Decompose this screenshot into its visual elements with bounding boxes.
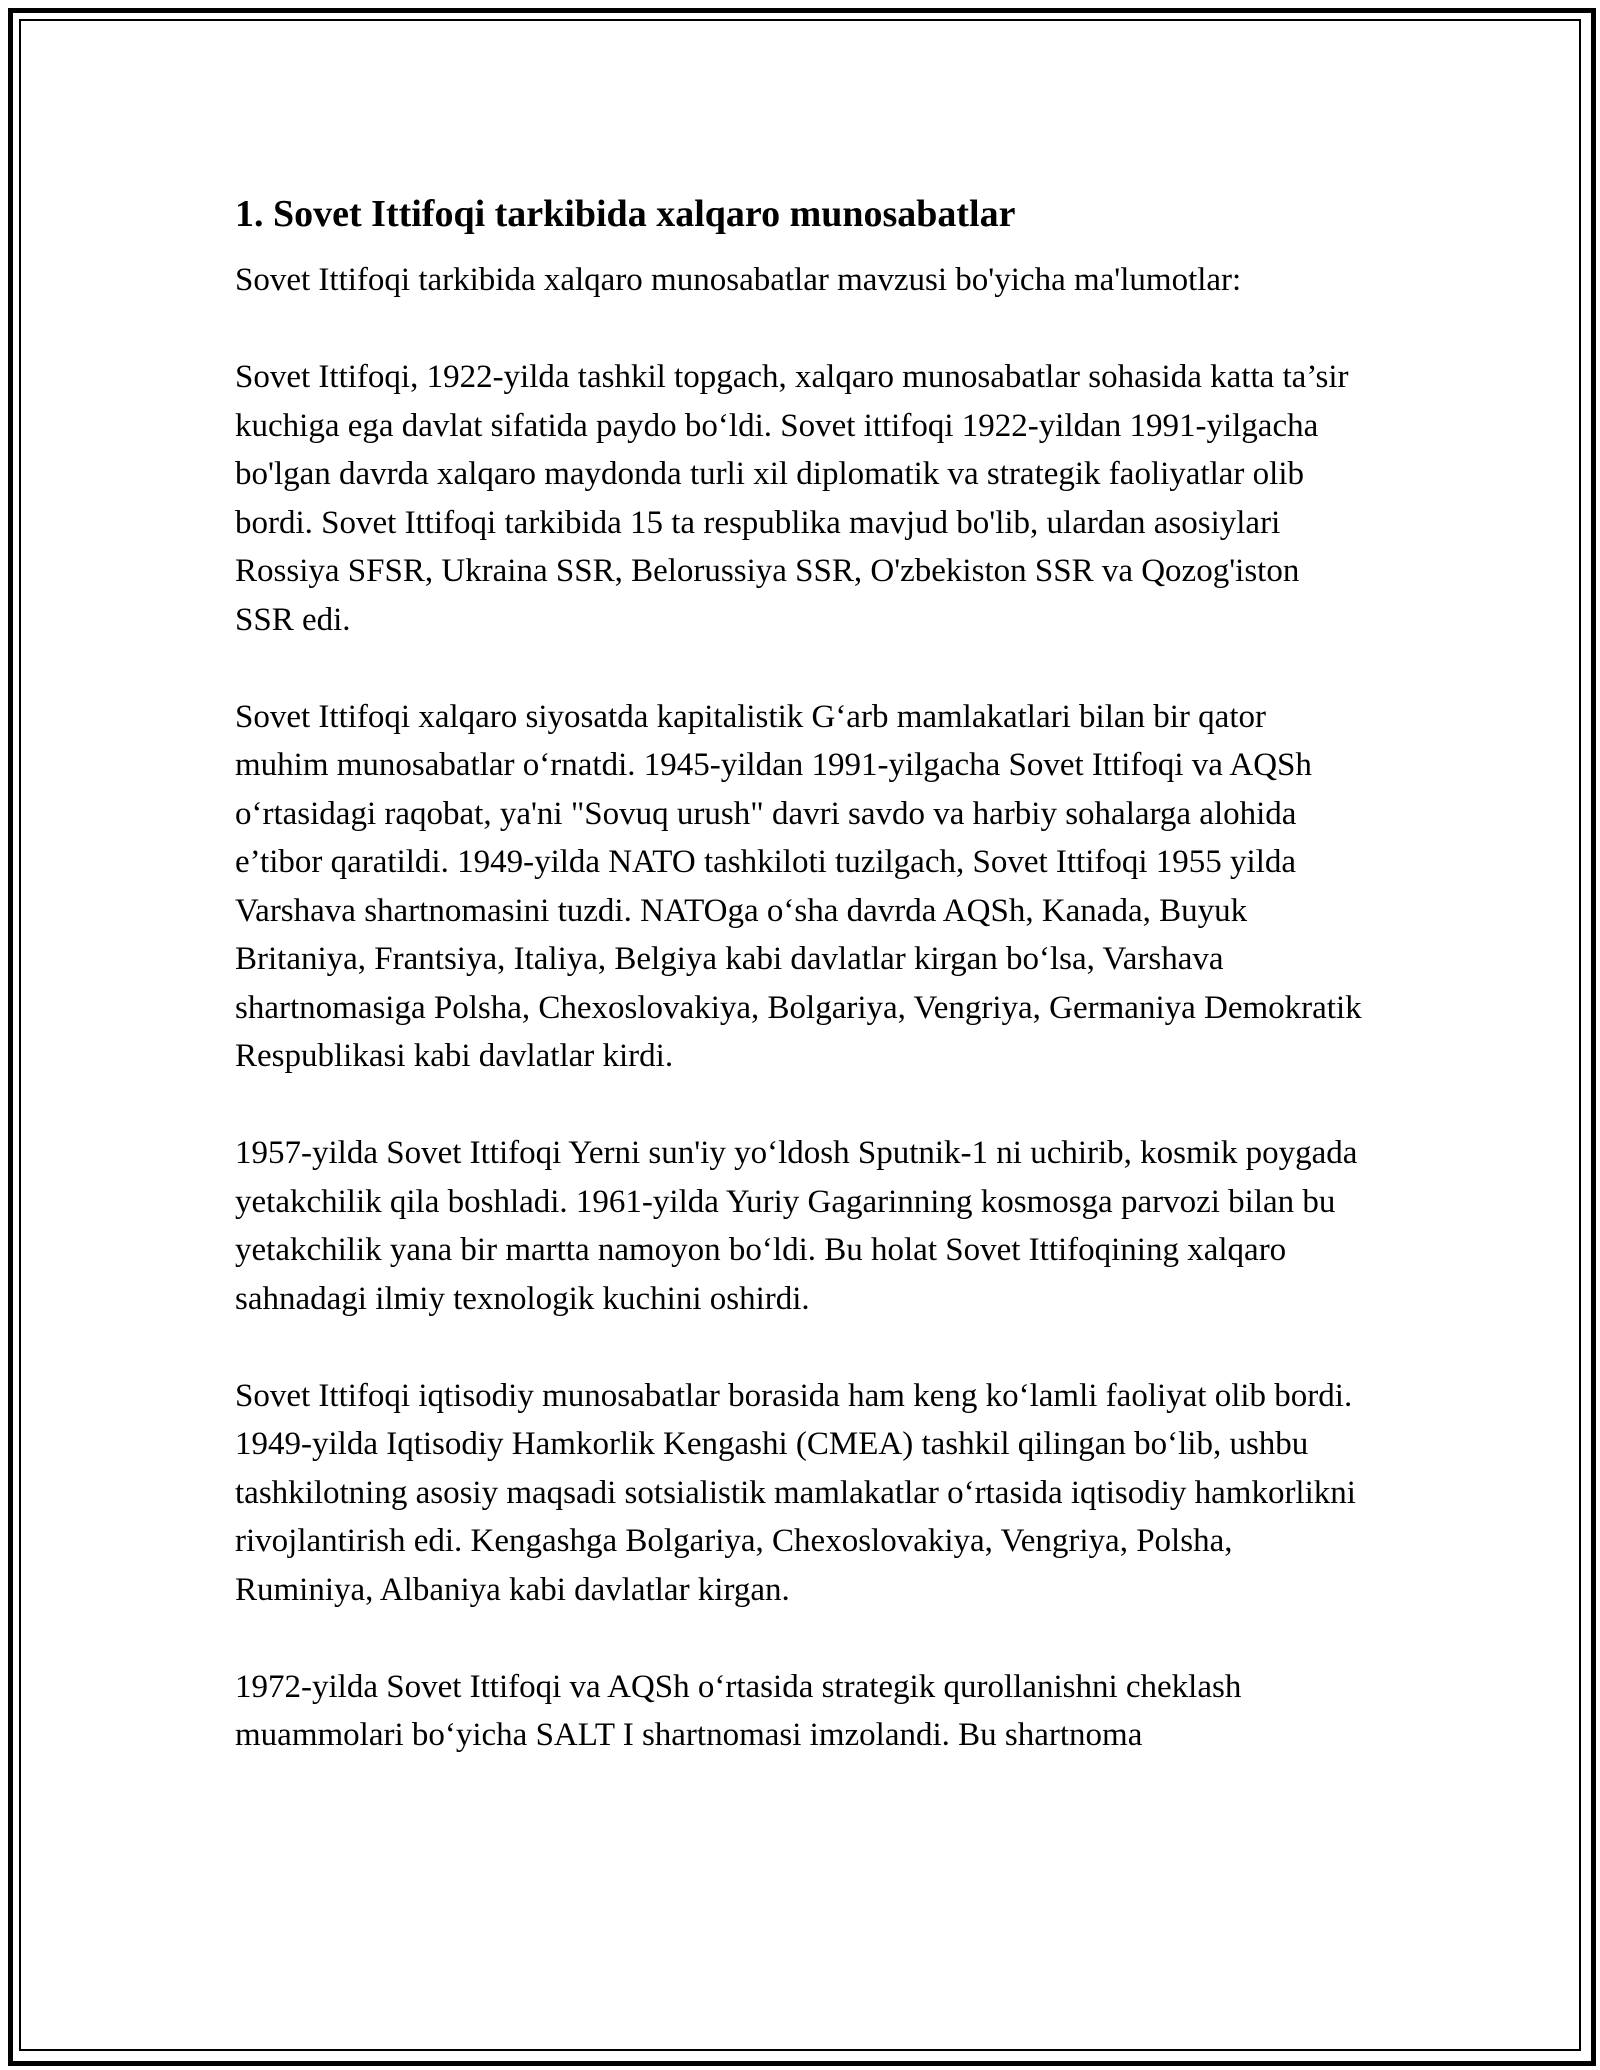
paragraph-salt: 1972-yilda Sovet Ittifoqi va AQSh o‘rtasida strategik qurollanishni cheklash muammolari bo‘yicha SALT I shartnomasi imzolandi. Bu shartnoma bbox=[235, 1668, 1242, 1753]
paragraph-intro: Sovet Ittifoqi tarkibida xalqaro munosabatlar mavzusi bo'yicha ma'lumotlar: bbox=[235, 262, 1242, 298]
section-heading: 1. Sovet Ittifoqi tarkibida xalqaro munosabatlar bbox=[235, 193, 1016, 235]
paragraph-cold-war: Sovet Ittifoqi xalqaro siyosatda kapitalistik G‘arb mamlakatlari bilan bir qator muhim munosabatlar o‘rnatdi. 1945-yildan 1991-yilgacha Sovet Ittifoqi va AQSh o‘rtasidagi raqobat, ya'ni "Sovuq urush" davri savdo va harbiy sohalarga alohida e’tibor qaratildi. 1949-yilda NATO tashkiloti tuzilgach, Sovet Ittifoqi 1955 yilda Varshava shartnomasini tuzdi. NATOga o‘sha davrda AQSh, Kanada, Buyuk Britaniya, Frantsiya, Italiya, Belgiya kabi davlatlar kirgan bo‘lsa, Varshava shartnomasiga Polsha, Chexoslovakiya, Bolgariya, Vengriya, Germaniya Demokratik Respublikasi kabi davlatlar kirdi. bbox=[235, 698, 1362, 1074]
paragraph-founding: Sovet Ittifoqi, 1922-yilda tashkil topgach, xalqaro munosabatlar sohasida katta ta’sir kuchiga ega davlat sifatida paydo bo‘ldi. Sovet ittifoqi 1922-yildan 1991-yilgacha bo'lgan davrda xalqaro maydonda turli xil diplomatik va strategik faoliyatlar olib bordi. Sovet Ittifoqi tarkibida 15 ta respublika mavjud bo'lib, ulardan asosiylari Rossiya SFSR, Ukraina SSR, Belorussiya SSR, O'zbekiston SSR va Qozog'iston SSR edi. bbox=[235, 359, 1349, 638]
paragraph-economic: Sovet Ittifoqi iqtisodiy munosabatlar borasida ham keng ko‘lamli faoliyat olib bordi. 1949-yilda Iqtisodiy Hamkorlik Kengashi (CMEA) tashkil qilingan bo‘lib, ushbu tashkilotning asosiy maqsadi sotsialistik mamlakatlar o‘rtasida iqtisodiy hamkorlikni rivojlantirish edi. Kengashga Bolgariya, Chexoslovakiya, Vengriya, Polsha, Ruminiya, Albaniya kabi davlatlar kirgan. bbox=[235, 1377, 1356, 1608]
document-body bbox=[235, 188, 1365, 1760]
paragraph-space-race: 1957-yilda Sovet Ittifoqi Yerni sun'iy yo‘ldosh Sputnik-1 ni uchirib, kosmik poygada yetakchilik qila boshladi. 1961-yilda Yuriy Gagarinning kosmosga parvozi bilan bu yetakchilik yana bir martta namoyon bo‘ldi. Bu holat Sovet Ittifoqining xalqaro sahnadagi ilmiy texnologik kuchini oshirdi. bbox=[235, 1135, 1358, 1317]
